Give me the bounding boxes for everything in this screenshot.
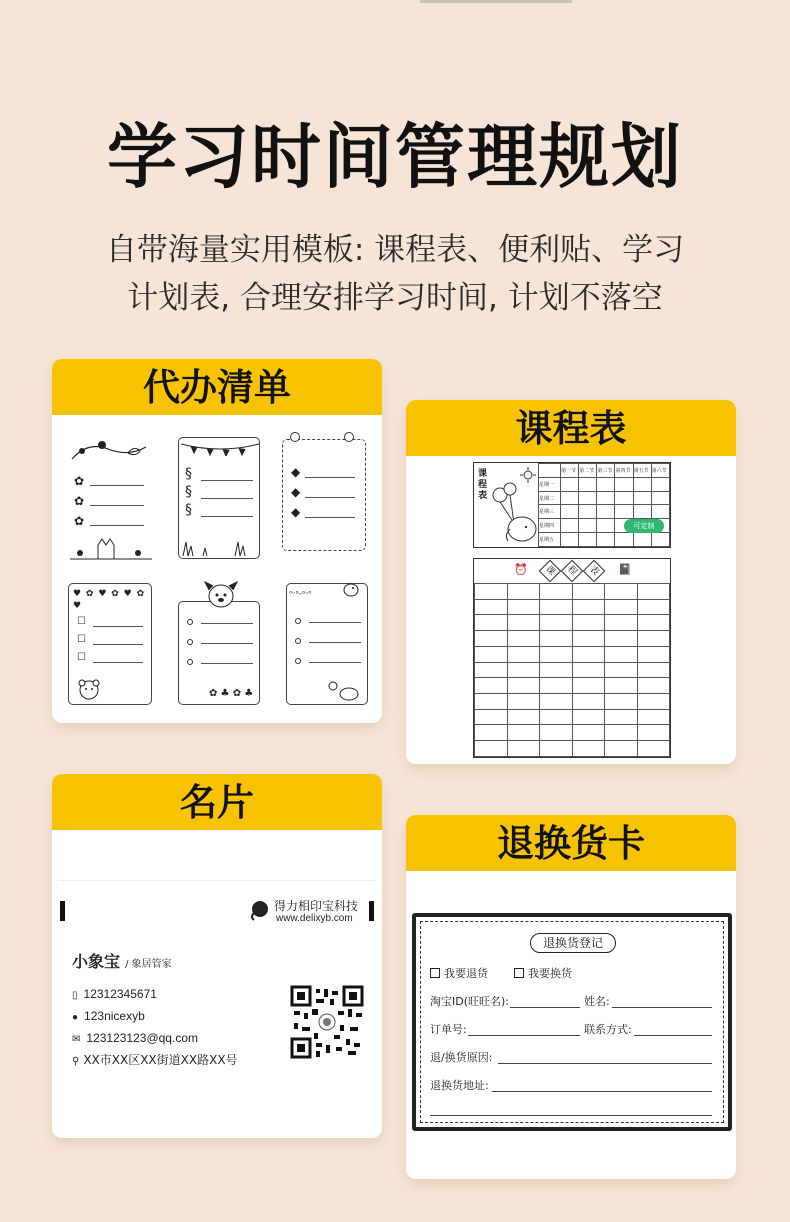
timetable-template-1[interactable] xyxy=(473,462,671,548)
exchange-option[interactable]: 我要换货 xyxy=(514,965,572,981)
schedule-card[interactable] xyxy=(406,400,736,764)
sun-icon xyxy=(520,467,536,483)
contact-name: 小象宝 / 象居管家 xyxy=(72,952,172,971)
diamond-bullet-icon: ◆ xyxy=(291,465,301,479)
contact-label: 联系方式: xyxy=(584,1023,632,1036)
binder-rings xyxy=(282,432,366,442)
schedule-card-header: 课程表 xyxy=(406,400,736,456)
qr-code-icon[interactable] xyxy=(290,985,364,1059)
bear-decoration-icon xyxy=(75,678,105,702)
business-card-sample[interactable] xyxy=(58,880,376,1076)
title-char: 课 xyxy=(539,560,562,583)
diamond-bullet-icon: ◆ xyxy=(291,485,301,499)
todo-template-4[interactable] xyxy=(68,583,152,705)
company-website: www.delixyb.com xyxy=(276,913,353,924)
todo-template-1[interactable] xyxy=(68,437,154,561)
todo-card-header: 代办清单 xyxy=(52,359,382,415)
timetable-grid-2 xyxy=(474,583,670,757)
fish-decoration-icon xyxy=(325,680,365,704)
weekday-header: 第一节 xyxy=(561,464,579,478)
checkbox-bullet-icon: ☐ xyxy=(77,634,86,645)
left-edge-bar xyxy=(60,901,65,921)
todo-template-6[interactable] xyxy=(286,583,368,705)
bizcard-card[interactable] xyxy=(52,774,382,1138)
flower-border-icon: ✿ ♣ ✿ ♣ xyxy=(209,688,254,699)
todo-template-3[interactable] xyxy=(282,439,366,551)
elephant-logo-icon xyxy=(248,899,270,921)
bizcard-card-header: 名片 xyxy=(52,774,382,830)
extra-line xyxy=(430,1115,712,1116)
checkbox-icon[interactable] xyxy=(430,968,440,978)
return-option[interactable]: 我要退货 xyxy=(430,965,488,981)
customer-name-label: 姓名: xyxy=(584,995,610,1008)
return-card[interactable] xyxy=(406,815,736,1179)
flower-bullet-icon: ✿ xyxy=(74,494,85,508)
taobao-id-label: 淘宝ID(旺旺名): xyxy=(430,995,510,1008)
todo-template-2[interactable] xyxy=(178,437,260,559)
todo-card[interactable] xyxy=(52,359,382,723)
wechat-row: ● 123nicexyb xyxy=(72,1009,145,1023)
flower-bullet-icon: ✿ xyxy=(74,514,85,528)
subtitle-line-2: 计划表, 合理安排学习时间, 计划不落空 xyxy=(127,280,663,316)
swirl-bullet-icon: § xyxy=(185,466,192,482)
notebook-icon: 📓 xyxy=(618,563,632,576)
day-label: 星期一 xyxy=(539,477,561,491)
address-row: ⚲ XX市XX区XX街道XX路XX号 xyxy=(72,1053,238,1067)
timetable-mini-title: 课程表 xyxy=(478,469,488,501)
wechat-icon: ● xyxy=(72,1012,79,1023)
company-name: 得力相印宝科技 xyxy=(274,899,359,913)
right-edge-bar xyxy=(369,901,374,921)
phone-icon: ▯ xyxy=(72,990,78,1001)
cat-border-icon: ♥ ✿ ♥ ✿ ♥ ✿ ♥ xyxy=(73,589,146,611)
flower-bullet-icon: ✿ xyxy=(74,474,85,488)
elephant-balloon-icon xyxy=(480,477,538,547)
location-pin-icon: ⚲ xyxy=(72,1056,80,1067)
return-address-label: 退换货地址: xyxy=(430,1079,489,1092)
return-card-header: 退换货卡 xyxy=(406,815,736,871)
flower-decoration-icon xyxy=(68,437,154,467)
checkbox-bullet-icon: ☐ xyxy=(77,652,86,663)
reason-label: 退/换货原因: xyxy=(430,1051,493,1064)
grass-icon xyxy=(179,536,261,558)
top-divider xyxy=(420,0,572,3)
bird-border-icon: ᵒᵕᵒ-ᵒᵕᵒ xyxy=(289,589,312,598)
page-subtitle xyxy=(0,226,790,322)
title-char: 表 xyxy=(583,560,606,583)
customizable-badge: 可定制 xyxy=(624,519,664,533)
order-number-label: 订单号: xyxy=(430,1023,467,1036)
checkbox-bullet-icon: ☐ xyxy=(77,616,86,627)
timetable2-header xyxy=(474,559,670,583)
checkbox-icon[interactable] xyxy=(514,968,524,978)
email-icon: ✉ xyxy=(72,1034,81,1045)
timetable-template-2[interactable] xyxy=(473,558,671,758)
swirl-bullet-icon: § xyxy=(185,484,192,500)
phone-row: ▯ 12312345671 xyxy=(72,987,157,1001)
timetable-grid-1: 第一节 第二节 第三节 第四节 第五节 第六节 星期一 星期二 星期三 星期四 星期五 xyxy=(538,463,670,547)
bird-icon xyxy=(341,580,361,598)
subtitle-line-1: 自带海量实用模板: 课程表、便利贴、学习 xyxy=(105,232,685,268)
diamond-bullet-icon: ◆ xyxy=(291,505,301,519)
bunting-icon xyxy=(179,440,261,456)
todo-template-5[interactable] xyxy=(178,601,260,705)
page-title: 学习时间管理规划 xyxy=(107,116,683,198)
cat-decoration-icon xyxy=(68,533,154,561)
email-row: ✉ 123123123@qq.com xyxy=(72,1031,198,1045)
puppy-decoration-icon xyxy=(203,580,239,610)
alarm-clock-icon: ⏰ xyxy=(514,563,528,576)
form-heading: 退换货登记 xyxy=(530,933,616,953)
swirl-bullet-icon: § xyxy=(185,502,192,518)
title-char: 程 xyxy=(561,560,584,583)
return-form-sample[interactable] xyxy=(412,913,732,1131)
